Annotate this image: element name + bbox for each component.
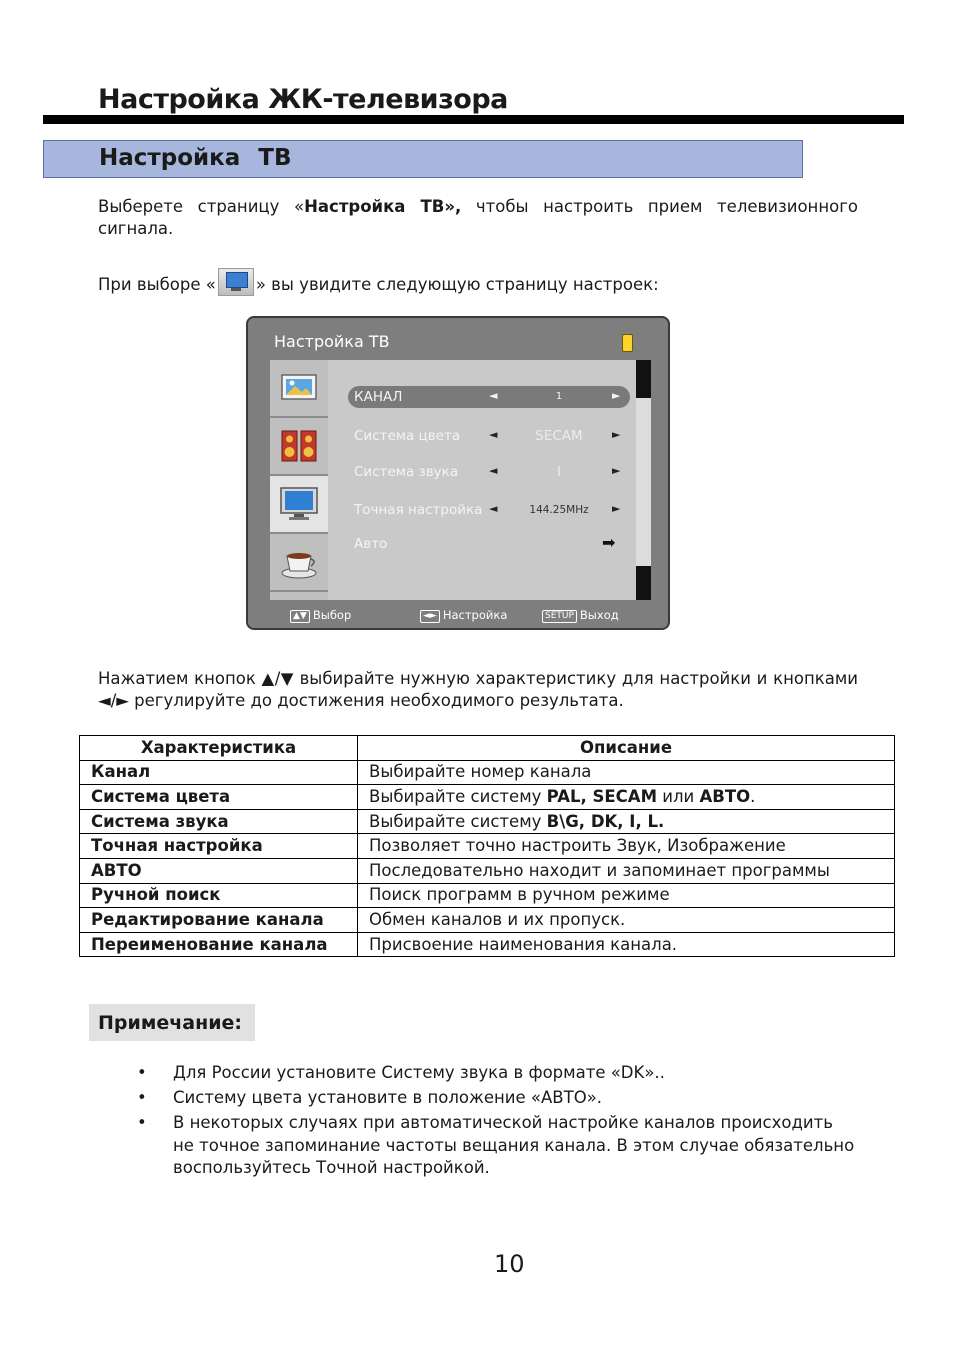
osd-footer-exit: SETUP Выход	[542, 608, 619, 623]
osd-row-label: КАНАЛ	[354, 389, 403, 405]
osd-row-channel[interactable]	[348, 386, 630, 408]
table-cell-desc: Последовательно находит и запоминает программы	[358, 858, 895, 883]
intro-paragraph	[98, 196, 858, 240]
osd-scrollbar[interactable]	[636, 360, 651, 600]
list-item: • В некоторых случаях при автоматической настройке каналов происходить не точное запоминание частоты вещания канала. В этом случае обязательно воспользуйтесь Точной настройкой.	[133, 1112, 858, 1180]
table-row	[80, 809, 895, 834]
osd-row-value: 1	[555, 391, 563, 402]
left-arrow-icon[interactable]: ◄	[489, 464, 498, 477]
table-row	[80, 760, 895, 785]
note-title: Примечание:	[98, 1012, 243, 1034]
table-cell-name: Редактирование канала	[80, 908, 358, 933]
osd-row-fine-tune[interactable]	[348, 499, 630, 521]
table-cell-name: АВТО	[80, 858, 358, 883]
osd-row-label: Авто	[354, 536, 388, 552]
osd-tab-picture[interactable]	[270, 360, 328, 418]
tv-screen-icon	[218, 268, 254, 296]
osd-tab-sound[interactable]	[270, 418, 328, 476]
scrollbar-thumb[interactable]	[636, 398, 651, 566]
osd-row-color-system[interactable]	[348, 425, 630, 447]
table-cell-name: Ручной поиск	[80, 883, 358, 908]
notes-list	[133, 1062, 858, 1182]
table-cell-name: Система звука	[80, 809, 358, 834]
page-number: 10	[494, 1250, 525, 1278]
osd-row-value: I	[557, 464, 561, 480]
table-cell-name: Переименование канала	[80, 932, 358, 957]
table-cell-desc: Выбирайте систему B\G, DK, I, L.	[358, 809, 895, 834]
osd-tab-bar	[270, 360, 328, 600]
osd-footer-select: ▲▼ Выбор	[290, 608, 351, 623]
table-cell-desc: Позволяет точно настроить Звук, Изображение	[358, 834, 895, 859]
page-title: Настройка ЖК-телевизора	[98, 84, 508, 115]
osd-tab-tv[interactable]	[270, 476, 328, 534]
table-header-cell: Характеристика	[80, 736, 358, 761]
left-arrow-icon[interactable]: ◄	[489, 502, 498, 515]
right-arrow-icon[interactable]: ►	[612, 428, 621, 441]
right-arrow-icon[interactable]: ►	[612, 502, 621, 515]
table-cell-name: Канал	[80, 760, 358, 785]
navigation-paragraph: Нажатием кнопок ▲/▼ выбирайте нужную характеристику для настройки и кнопками ◄/► регулируйте до достижения необходимого результата.	[98, 669, 858, 710]
osd-row-value: SECAM	[535, 428, 583, 444]
osd-row-sound-system[interactable]	[348, 461, 630, 483]
select-text-pre: При выборе «	[98, 275, 216, 294]
table-header-row	[80, 736, 895, 761]
table-row	[80, 932, 895, 957]
intro-text-bold: Настройка ТВ»,	[304, 197, 462, 216]
osd-row-label: Система звука	[354, 464, 459, 480]
table-cell-desc: Поиск программ в ручном режиме	[358, 883, 895, 908]
enter-arrow-icon[interactable]: ➡	[602, 533, 616, 552]
osd-row-auto[interactable]	[348, 533, 630, 555]
table-cell-name: Точная настройка	[80, 834, 358, 859]
leftright-arrows-icon: ◄/►	[98, 691, 129, 710]
table-row	[80, 883, 895, 908]
battery-icon	[622, 334, 633, 352]
speaker-icon	[279, 427, 319, 465]
table-cell-desc: Обмен каналов и их пропуск.	[358, 908, 895, 933]
setup-key-icon: SETUP	[542, 610, 577, 623]
updown-arrows-icon: ▲/▼	[261, 669, 294, 688]
leftright-key-icon: ◄►	[420, 610, 440, 623]
tv-icon	[279, 486, 319, 522]
select-paragraph	[98, 268, 858, 296]
title-rule	[43, 115, 904, 124]
osd-row-label: Точная настройка	[354, 502, 483, 518]
table-row	[80, 908, 895, 933]
note-header	[89, 1004, 255, 1041]
osd-menu-panel	[328, 360, 636, 600]
right-arrow-icon[interactable]: ►	[612, 464, 621, 477]
settings-table	[79, 735, 895, 957]
intro-text-pre: Выберете страницу «	[98, 197, 305, 216]
table-row	[80, 834, 895, 859]
list-item: • Систему цвета установите в положение «АВТО».	[133, 1087, 858, 1110]
osd-title: Настройка ТВ	[274, 332, 390, 351]
select-text-post: » вы увидите следующую страницу настроек:	[255, 275, 659, 294]
section-title: Настройка ТВ	[99, 145, 292, 171]
osd-row-label: Система цвета	[354, 428, 461, 444]
updown-key-icon: ▲▼	[290, 610, 310, 623]
teacup-icon	[279, 544, 319, 580]
table-cell-name: Система цвета	[80, 785, 358, 810]
table-cell-desc: Выбирайте номер канала	[358, 760, 895, 785]
right-arrow-icon[interactable]: ►	[612, 389, 621, 402]
left-arrow-icon[interactable]: ◄	[489, 389, 498, 402]
section-header	[43, 140, 803, 178]
picture-icon	[280, 373, 318, 403]
tv-settings-osd	[246, 316, 670, 630]
list-item: • Для России установите Систему звука в формате «DK»..	[133, 1062, 858, 1085]
osd-tab-other[interactable]	[270, 534, 328, 592]
intro-text-post: чтобы настроить прием телевизионного сигнала.	[98, 197, 858, 238]
table-cell-desc: Выбирайте систему PAL, SECAM или АВТО.	[358, 785, 895, 810]
left-arrow-icon[interactable]: ◄	[489, 428, 498, 441]
table-row	[80, 785, 895, 810]
osd-footer-adjust: ◄► Настройка	[420, 608, 507, 623]
table-row	[80, 858, 895, 883]
osd-row-value: 144.25MHz	[529, 504, 589, 516]
table-cell-desc: Присвоение наименования канала.	[358, 932, 895, 957]
table-header-cell: Описание	[358, 736, 895, 761]
